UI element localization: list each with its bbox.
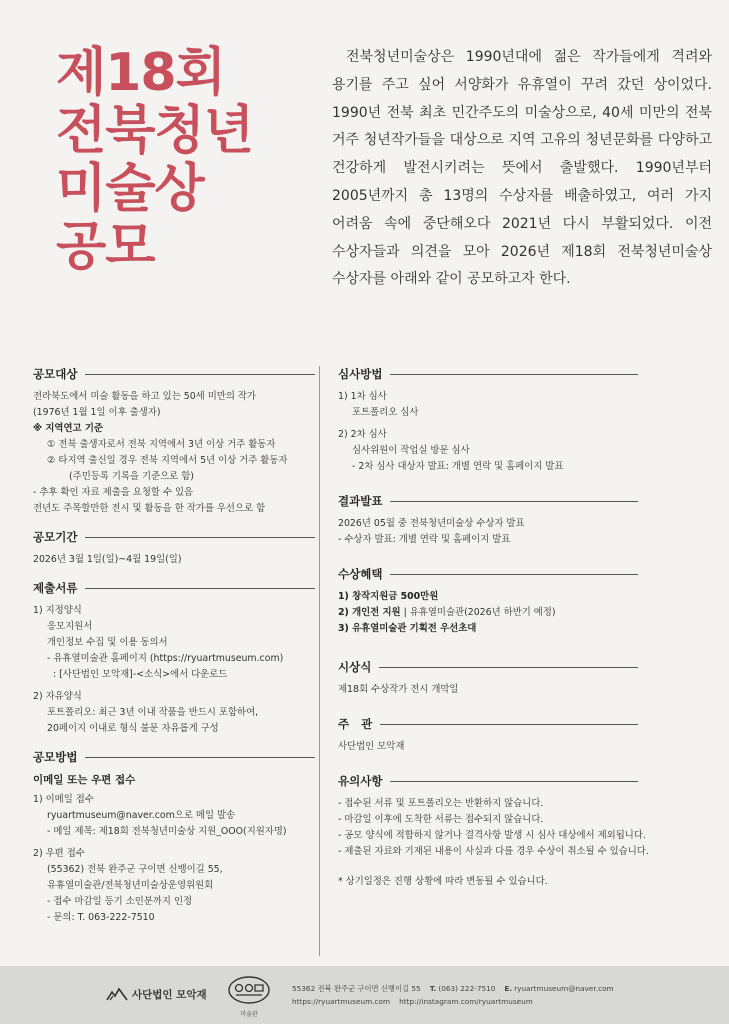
section-title: 유의사항 — [338, 774, 383, 788]
text-line: 2) 개인전 지원 | 유휴열미술관(2026년 하반기 예정) — [338, 607, 556, 618]
text-line: 1) 창작지원금 500만원 — [338, 591, 439, 602]
email-address: ryuartmuseum@naver.com으로 메일 발송 — [47, 810, 236, 821]
title-line-2: 전북청년 — [56, 101, 253, 161]
column-divider — [319, 366, 320, 956]
text-line: 1) 1차 심사 — [338, 391, 387, 402]
text-line: - 수상자 발표: 개별 연락 및 홈페이지 발표 — [338, 534, 511, 545]
right-column — [338, 366, 649, 902]
text-line: 유휴열미술관/전북청년미술상운영위원회 — [47, 880, 214, 891]
text-line: - 추후 확인 자료 제출을 요청할 수 있음 — [33, 487, 194, 498]
text-line: 2026년 3월 1일(일)~4월 19일(일) — [33, 554, 182, 565]
section-benefit — [338, 566, 638, 637]
footer-email[interactable]: ryuartmuseum@naver.com — [514, 984, 614, 993]
title-line-4: 공모 — [56, 217, 155, 277]
section-rule — [390, 574, 638, 575]
text-line: 심사위원이 작업실 방문 심사 — [352, 445, 470, 456]
text-line: : [사단법인 모악재]-<소식>에서 다운로드 — [53, 669, 228, 680]
text-line: 전라북도에서 미술 활동을 하고 있는 50세 미만의 작가 — [33, 391, 256, 402]
section-rule — [390, 781, 638, 782]
footer-instagram-link[interactable]: http://instagram.com/ryuartmuseum — [399, 997, 533, 1006]
intro-paragraph: 전북청년미술상은 1990년대에 젊은 작가들에게 격려와 용기를 주고 싶어 서양화가 유휴열이 꾸려 갔던 상이었다. 1990년 전북 최초 민간주도의 미술상으로, 40세 미만의 전북 거주 청년작가들을 대상으로 지역 고유의 청년문화를 다양하고 건강하게 발전시키려는 뜻에서 출발했다. 1990년부터 2005년까지 총 13명의 수상자를 배출하였고, 여러 가지 어려움 속에 중단해오다 2021년 다시 부활되었다. 이전 수상자들과 의견을 모아 2026년 제18회 전북청년미술상 수상자를 아래와 같이 공모하고자 한다. — [332, 49, 712, 288]
section-title: 심사방법 — [338, 367, 383, 381]
section-period — [33, 529, 315, 568]
text-line: - 마감일 이후에 도착한 서류는 접수되지 않습니다. — [338, 814, 544, 825]
text-line: 2) 자유양식 — [33, 691, 82, 702]
mountain-logo-icon — [106, 986, 128, 1002]
text-line: - 2차 심사 대상자 발표: 개별 연락 및 홈페이지 발표 — [352, 461, 564, 472]
left-column — [33, 366, 315, 938]
section-rule — [85, 757, 315, 758]
text-line: - 접수 마감일 등기 소인분까지 인정 — [47, 896, 193, 907]
footer-website-link[interactable]: https://ryuartmuseum.com — [292, 997, 391, 1006]
section-review — [338, 366, 638, 475]
museum-logo — [226, 975, 272, 1018]
title-line-3: 미술상 — [56, 159, 204, 219]
section-title: 수상혜택 — [338, 567, 383, 581]
section-rule — [85, 588, 315, 589]
text-line: 제18회 수상작가 전시 개막일 — [338, 684, 459, 695]
text-line: 1) 이메일 접수 — [33, 794, 94, 805]
section-docs — [33, 580, 315, 737]
footer — [0, 966, 729, 1024]
text-line: ② 타지역 출신일 경우 전북 지역에서 5년 이상 거주 활동자 — [47, 455, 288, 466]
section-ceremony — [338, 659, 638, 698]
phone-number: - 문의: T. 063-222-7510 — [47, 912, 155, 923]
text-line: - 유휴열미술관 홈페이지 (https://ryuartmuseum.com) — [47, 653, 284, 664]
text-line: 1) 지정양식 — [33, 605, 82, 616]
section-rule — [379, 667, 638, 668]
intro-text — [332, 44, 712, 294]
text-line: ① 전북 출생자로서 전북 지역에서 3년 이상 거주 활동자 — [47, 439, 276, 450]
section-method — [33, 749, 315, 926]
contact-info: 55362 전북 완주군 구이면 신뱅이길 55 T. (063) 222-7510 E. ryuartmuseum@naver.com https://ryuartmuseum.com http://instagram.com/ryuartmuseum — [292, 984, 614, 1006]
text-line: 응모지원서 — [47, 621, 93, 632]
text-line: (1976년 1월 1일 이후 출생자) — [33, 407, 161, 418]
section-target — [33, 366, 315, 517]
title-line-1: 제18회 — [56, 43, 225, 103]
section-rule — [390, 374, 638, 375]
footer-tel: (063) 222-7510 — [438, 984, 496, 993]
postal-address: (55362) 전북 완주군 구이면 신뱅이길 55, — [47, 864, 223, 875]
poster-title — [56, 44, 253, 276]
text-line: 이메일 또는 우편 접수 — [33, 774, 136, 786]
section-title: 결과발표 — [338, 494, 383, 508]
text-line: 2026년 05월 중 전북청년미술상 수상자 발표 — [338, 518, 525, 529]
section-rule — [380, 724, 638, 725]
museum-caption: 미술관 — [240, 1011, 258, 1018]
text-line: 개인정보 수집 및 이용 동의서 — [47, 637, 168, 648]
org-name: 사단법인 모악재 — [132, 988, 207, 1001]
text-line: 3) 유휴열미술관 기획전 우선초대 — [338, 623, 477, 634]
text-line: 포트폴리오: 최근 3년 이내 작품을 반드시 포함하여, — [47, 707, 259, 718]
text-line: ※ 지역연고 기준 — [33, 423, 103, 434]
section-rule — [390, 501, 638, 502]
text-line: * 상기일정은 진행 상황에 따라 변동될 수 있습니다. — [338, 876, 548, 887]
text-line: - 접수된 서류 및 포트폴리오는 반환하지 않습니다. — [338, 798, 544, 809]
text-line: - 공모 양식에 적합하지 않거나 결격사항 발생 시 심사 대상에서 제외됩니다. — [338, 830, 646, 841]
section-result — [338, 493, 638, 548]
section-title: 공모대상 — [33, 367, 78, 381]
text-line: 전년도 주목할만한 전시 및 활동을 한 작가를 우선으로 함 — [33, 503, 266, 514]
section-rule — [85, 374, 315, 375]
section-title: 시상식 — [338, 660, 372, 674]
section-host — [338, 716, 638, 755]
text-line: - 메일 제목: 제18회 전북청년미술상 지원_OOO(지원자명) — [47, 826, 287, 837]
museum-logo-icon — [226, 975, 272, 1005]
footer-address: 55362 전북 완주군 구이면 신뱅이길 55 — [292, 984, 421, 993]
text-line: 2) 우편 접수 — [33, 848, 85, 859]
section-title: 공모방법 — [33, 750, 78, 764]
section-rule — [85, 537, 315, 538]
text-line: (주민등록 기록을 기준으로 함) — [69, 471, 194, 482]
text-line: 포트폴리오 심사 — [352, 407, 419, 418]
section-notes — [338, 773, 649, 890]
text-line: - 제출된 자료와 기재된 내용이 사실과 다를 경우 수상이 취소될 수 있습니다. — [338, 846, 649, 857]
text-line: 2) 2차 심사 — [338, 429, 387, 440]
section-title: 제출서류 — [33, 581, 78, 595]
section-title: 주 관 — [338, 717, 373, 731]
section-title: 공모기간 — [33, 530, 78, 544]
org-logo — [106, 986, 207, 1002]
text-line: 20페이지 이내로 형식 불문 자유롭게 구성 — [47, 723, 219, 734]
text-line: 사단법인 모악재 — [338, 741, 405, 752]
